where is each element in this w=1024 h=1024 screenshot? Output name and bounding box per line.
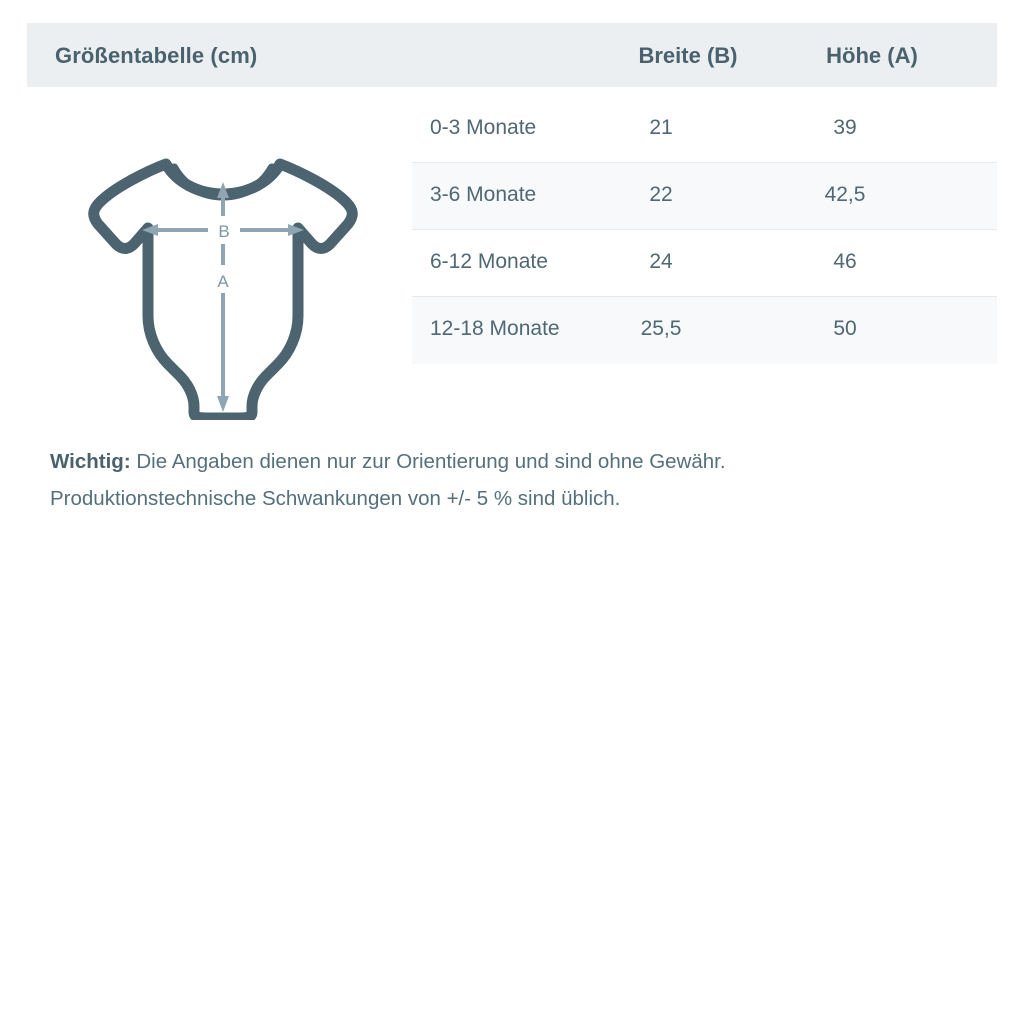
column-header-height: Höhe (A) [826,43,918,68]
cell-height: 50 [833,317,857,340]
size-table [412,96,997,364]
cell-width: 21 [649,116,673,139]
disclaimer-note [50,443,980,517]
column-header-width: Breite (B) [638,43,738,68]
cell-size: 3-6 Monate [430,183,537,206]
disclaimer-line-1: Die Angaben dienen nur zur Orientierung und sind ohne Gewähr. [130,450,726,473]
cell-size: 12-18 Monate [430,317,560,340]
label-height: A [217,272,229,291]
disclaimer-line-2: Produktionstechnische Schwankungen von +/- 5 % sind üblich. [50,487,621,510]
table-row [412,230,997,297]
cell-height: 46 [833,250,857,273]
label-width: B [218,222,230,241]
cell-width: 22 [649,183,673,206]
table-row [412,297,997,364]
cell-height: 39 [833,116,857,139]
cell-height: 42,5 [824,183,866,206]
cell-size: 6-12 Monate [430,250,548,273]
bodysuit-icon [70,120,390,420]
cell-width: 25,5 [640,317,682,340]
table-header-band [27,23,997,87]
cell-size: 0-3 Monate [430,116,537,139]
disclaimer-label: Wichtig: [50,450,131,473]
garment-illustration [70,120,390,420]
table-row [412,163,997,230]
table-row [412,96,997,163]
cell-width: 24 [649,250,673,273]
page-title: Größentabelle (cm) [55,43,258,68]
